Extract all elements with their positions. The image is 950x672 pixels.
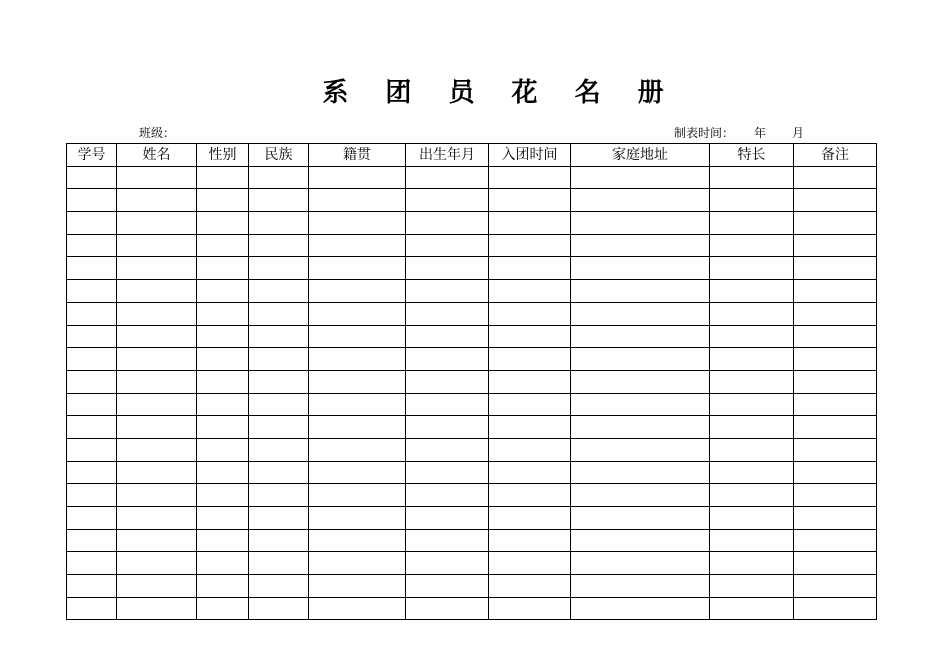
table-row [67, 212, 877, 235]
table-cell[interactable] [489, 325, 571, 348]
table-row [67, 234, 877, 257]
table-cell[interactable] [571, 257, 710, 280]
table-cell[interactable] [67, 166, 117, 189]
table-cell[interactable] [197, 348, 249, 371]
table-cell[interactable] [406, 552, 489, 575]
table-cell[interactable] [249, 393, 309, 416]
table-cell[interactable] [710, 438, 794, 461]
table-cell[interactable] [489, 212, 571, 235]
table-cell[interactable] [406, 257, 489, 280]
table-cell[interactable] [67, 257, 117, 280]
table-cell[interactable] [571, 280, 710, 303]
table-cell[interactable] [794, 575, 877, 598]
table-cell[interactable] [489, 280, 571, 303]
table-cell[interactable] [571, 212, 710, 235]
table-cell[interactable] [571, 597, 710, 620]
table-cell[interactable] [406, 597, 489, 620]
table-cell[interactable] [197, 189, 249, 212]
table-cell[interactable] [794, 507, 877, 530]
table-cell[interactable] [794, 189, 877, 212]
table-cell[interactable] [309, 484, 406, 507]
table-cell[interactable] [406, 325, 489, 348]
table-cell[interactable] [117, 529, 197, 552]
table-cell[interactable] [197, 257, 249, 280]
table-cell[interactable] [67, 507, 117, 530]
table-cell[interactable] [249, 484, 309, 507]
table-cell[interactable] [406, 484, 489, 507]
table-cell[interactable] [309, 461, 406, 484]
table-cell[interactable] [197, 370, 249, 393]
table-cell[interactable] [117, 461, 197, 484]
table-cell[interactable] [710, 552, 794, 575]
table-row [67, 348, 877, 371]
table-cell[interactable] [710, 507, 794, 530]
table-cell[interactable] [571, 552, 710, 575]
table-cell[interactable] [794, 484, 877, 507]
table-cell[interactable] [571, 393, 710, 416]
table-row [67, 302, 877, 325]
table-row [67, 166, 877, 189]
table-cell[interactable] [710, 529, 794, 552]
table-cell[interactable] [309, 302, 406, 325]
table-cell[interactable] [571, 166, 710, 189]
table-cell[interactable] [117, 234, 197, 257]
table-cell[interactable] [710, 234, 794, 257]
table-cell[interactable] [249, 189, 309, 212]
table-cell[interactable] [794, 348, 877, 371]
table-cell[interactable] [489, 302, 571, 325]
header-home-address: 家庭地址 [571, 144, 710, 167]
table-cell[interactable] [309, 438, 406, 461]
table-cell[interactable] [249, 234, 309, 257]
table-row [67, 461, 877, 484]
table-cell[interactable] [794, 597, 877, 620]
table-cell[interactable] [406, 575, 489, 598]
table-cell[interactable] [406, 438, 489, 461]
table-cell[interactable] [67, 461, 117, 484]
table-cell[interactable] [309, 212, 406, 235]
table-row [67, 552, 877, 575]
table-cell[interactable] [489, 416, 571, 439]
table-cell[interactable] [794, 461, 877, 484]
table-cell[interactable] [117, 348, 197, 371]
table-row [67, 257, 877, 280]
table-cell[interactable] [117, 189, 197, 212]
table-cell[interactable] [197, 302, 249, 325]
table-cell[interactable] [67, 597, 117, 620]
table-row [67, 529, 877, 552]
table-cell[interactable] [794, 552, 877, 575]
table-cell[interactable] [571, 234, 710, 257]
table-cell[interactable] [67, 416, 117, 439]
table-cell[interactable] [489, 166, 571, 189]
table-cell[interactable] [249, 212, 309, 235]
table-cell[interactable] [489, 257, 571, 280]
table-cell[interactable] [489, 575, 571, 598]
header-native-place: 籍贯 [309, 144, 406, 167]
table-cell[interactable] [117, 438, 197, 461]
table-row [67, 393, 877, 416]
table-row [67, 370, 877, 393]
table-cell[interactable] [710, 348, 794, 371]
table-cell[interactable] [571, 370, 710, 393]
table-row [67, 189, 877, 212]
table-cell[interactable] [309, 575, 406, 598]
header-join-date: 入团时间 [489, 144, 571, 167]
header-gender: 性别 [197, 144, 249, 167]
table-cell[interactable] [489, 529, 571, 552]
table-cell[interactable] [710, 393, 794, 416]
table-cell[interactable] [67, 529, 117, 552]
table-cell[interactable] [794, 529, 877, 552]
table-cell[interactable] [249, 325, 309, 348]
table-cell[interactable] [249, 166, 309, 189]
table-cell[interactable] [309, 325, 406, 348]
table-cell[interactable] [249, 438, 309, 461]
table-cell[interactable] [197, 234, 249, 257]
table-cell[interactable] [249, 597, 309, 620]
table-cell[interactable] [710, 302, 794, 325]
table-cell[interactable] [406, 416, 489, 439]
roster-table [66, 143, 877, 620]
table-cell[interactable] [117, 257, 197, 280]
table-cell[interactable] [197, 416, 249, 439]
table-cell[interactable] [571, 438, 710, 461]
month-label: 月 [792, 126, 805, 140]
table-cell[interactable] [794, 438, 877, 461]
table-cell[interactable] [571, 302, 710, 325]
header-student-id: 学号 [67, 144, 117, 167]
table-cell[interactable] [197, 166, 249, 189]
table-cell[interactable] [489, 393, 571, 416]
table-cell[interactable] [710, 166, 794, 189]
table-cell[interactable] [406, 166, 489, 189]
table-cell[interactable] [117, 552, 197, 575]
header-birth-date: 出生年月 [406, 144, 489, 167]
table-cell[interactable] [489, 234, 571, 257]
table-cell[interactable] [197, 484, 249, 507]
table-cell[interactable] [67, 393, 117, 416]
table-cell[interactable] [249, 302, 309, 325]
table-cell[interactable] [710, 484, 794, 507]
table-cell[interactable] [710, 597, 794, 620]
table-cell[interactable] [117, 507, 197, 530]
table-row [67, 484, 877, 507]
table-cell[interactable] [571, 461, 710, 484]
roster-body [67, 166, 877, 620]
table-row [67, 575, 877, 598]
table-cell[interactable] [489, 507, 571, 530]
table-cell[interactable] [67, 234, 117, 257]
table-cell[interactable] [249, 552, 309, 575]
table-cell[interactable] [197, 438, 249, 461]
header-specialty: 特长 [710, 144, 794, 167]
table-cell[interactable] [197, 212, 249, 235]
table-cell[interactable] [794, 280, 877, 303]
table-cell[interactable] [571, 575, 710, 598]
table-cell[interactable] [710, 189, 794, 212]
table-cell[interactable] [67, 189, 117, 212]
table-cell[interactable] [489, 461, 571, 484]
class-label: 班级： [139, 126, 176, 140]
table-cell[interactable] [197, 575, 249, 598]
date-field [674, 126, 804, 140]
table-cell[interactable] [309, 280, 406, 303]
table-cell[interactable] [710, 280, 794, 303]
table-cell[interactable] [67, 325, 117, 348]
table-cell[interactable] [249, 461, 309, 484]
table-cell[interactable] [67, 212, 117, 235]
table-cell[interactable] [67, 280, 117, 303]
table-cell[interactable] [67, 552, 117, 575]
table-cell[interactable] [710, 212, 794, 235]
table-cell[interactable] [571, 507, 710, 530]
table-cell[interactable] [489, 348, 571, 371]
table-cell[interactable] [489, 438, 571, 461]
table-cell[interactable] [406, 529, 489, 552]
table-row [67, 325, 877, 348]
table-cell[interactable] [309, 393, 406, 416]
table-cell[interactable] [406, 189, 489, 212]
table-cell[interactable] [67, 575, 117, 598]
table-cell[interactable] [710, 575, 794, 598]
table-cell[interactable] [197, 507, 249, 530]
table-cell[interactable] [571, 416, 710, 439]
table-cell[interactable] [309, 529, 406, 552]
table-cell[interactable] [197, 552, 249, 575]
table-cell[interactable] [197, 280, 249, 303]
table-cell[interactable] [117, 416, 197, 439]
table-cell[interactable] [309, 507, 406, 530]
table-cell[interactable] [67, 438, 117, 461]
table-cell[interactable] [309, 552, 406, 575]
table-cell[interactable] [67, 370, 117, 393]
table-cell[interactable] [794, 234, 877, 257]
table-cell[interactable] [309, 257, 406, 280]
table-cell[interactable] [309, 166, 406, 189]
table-cell[interactable] [571, 189, 710, 212]
table-cell[interactable] [249, 280, 309, 303]
table-row [67, 438, 877, 461]
table-cell[interactable] [249, 348, 309, 371]
table-cell[interactable] [406, 393, 489, 416]
table-cell[interactable] [197, 393, 249, 416]
table-cell[interactable] [249, 370, 309, 393]
table-cell[interactable] [571, 529, 710, 552]
table-row [67, 416, 877, 439]
table-cell[interactable] [117, 325, 197, 348]
table-cell[interactable] [794, 302, 877, 325]
header-row [67, 144, 877, 167]
table-cell[interactable] [309, 597, 406, 620]
table-row [67, 507, 877, 530]
table-cell[interactable] [117, 597, 197, 620]
table-cell[interactable] [571, 484, 710, 507]
table-cell[interactable] [710, 325, 794, 348]
table-cell[interactable] [406, 507, 489, 530]
table-cell[interactable] [710, 257, 794, 280]
table-cell[interactable] [249, 575, 309, 598]
table-cell[interactable] [571, 348, 710, 371]
header-ethnicity: 民族 [249, 144, 309, 167]
table-cell[interactable] [406, 370, 489, 393]
table-cell[interactable] [117, 280, 197, 303]
table-cell[interactable] [249, 416, 309, 439]
page-title: 系 团 员 花 名 册 [322, 78, 678, 108]
table-cell[interactable] [406, 348, 489, 371]
table-cell[interactable] [710, 370, 794, 393]
table-cell[interactable] [489, 552, 571, 575]
table-cell[interactable] [710, 416, 794, 439]
table-cell[interactable] [309, 416, 406, 439]
table-cell[interactable] [117, 370, 197, 393]
table-cell[interactable] [489, 370, 571, 393]
table-cell[interactable] [117, 393, 197, 416]
table-cell[interactable] [794, 325, 877, 348]
table-cell[interactable] [117, 212, 197, 235]
table-cell[interactable] [794, 370, 877, 393]
table-cell[interactable] [67, 348, 117, 371]
table-row [67, 597, 877, 620]
table-cell[interactable] [794, 166, 877, 189]
table-cell[interactable] [406, 234, 489, 257]
table-cell[interactable] [197, 325, 249, 348]
table-cell[interactable] [67, 484, 117, 507]
table-row [67, 280, 877, 303]
table-cell[interactable] [309, 370, 406, 393]
table-cell[interactable] [794, 257, 877, 280]
table-cell[interactable] [249, 507, 309, 530]
table-cell[interactable] [794, 212, 877, 235]
table-cell[interactable] [794, 393, 877, 416]
table-cell[interactable] [406, 302, 489, 325]
table-cell[interactable] [249, 257, 309, 280]
table-cell[interactable] [309, 234, 406, 257]
table-cell[interactable] [309, 348, 406, 371]
table-cell[interactable] [117, 166, 197, 189]
year-label: 年 [754, 126, 767, 140]
table-cell[interactable] [249, 529, 309, 552]
table-cell[interactable] [197, 597, 249, 620]
table-cell[interactable] [406, 212, 489, 235]
table-cell[interactable] [571, 325, 710, 348]
table-cell[interactable] [117, 302, 197, 325]
table-cell[interactable] [489, 484, 571, 507]
table-cell[interactable] [309, 189, 406, 212]
table-cell[interactable] [489, 189, 571, 212]
table-cell[interactable] [117, 575, 197, 598]
date-label: 制表时间： [674, 126, 735, 140]
table-cell[interactable] [710, 461, 794, 484]
table-cell[interactable] [67, 302, 117, 325]
table-cell[interactable] [489, 597, 571, 620]
header-name: 姓名 [117, 144, 197, 167]
table-cell[interactable] [406, 461, 489, 484]
table-cell[interactable] [197, 461, 249, 484]
header-remarks: 备注 [794, 144, 877, 167]
table-cell[interactable] [197, 529, 249, 552]
table-cell[interactable] [117, 484, 197, 507]
table-cell[interactable] [406, 280, 489, 303]
table-cell[interactable] [794, 416, 877, 439]
